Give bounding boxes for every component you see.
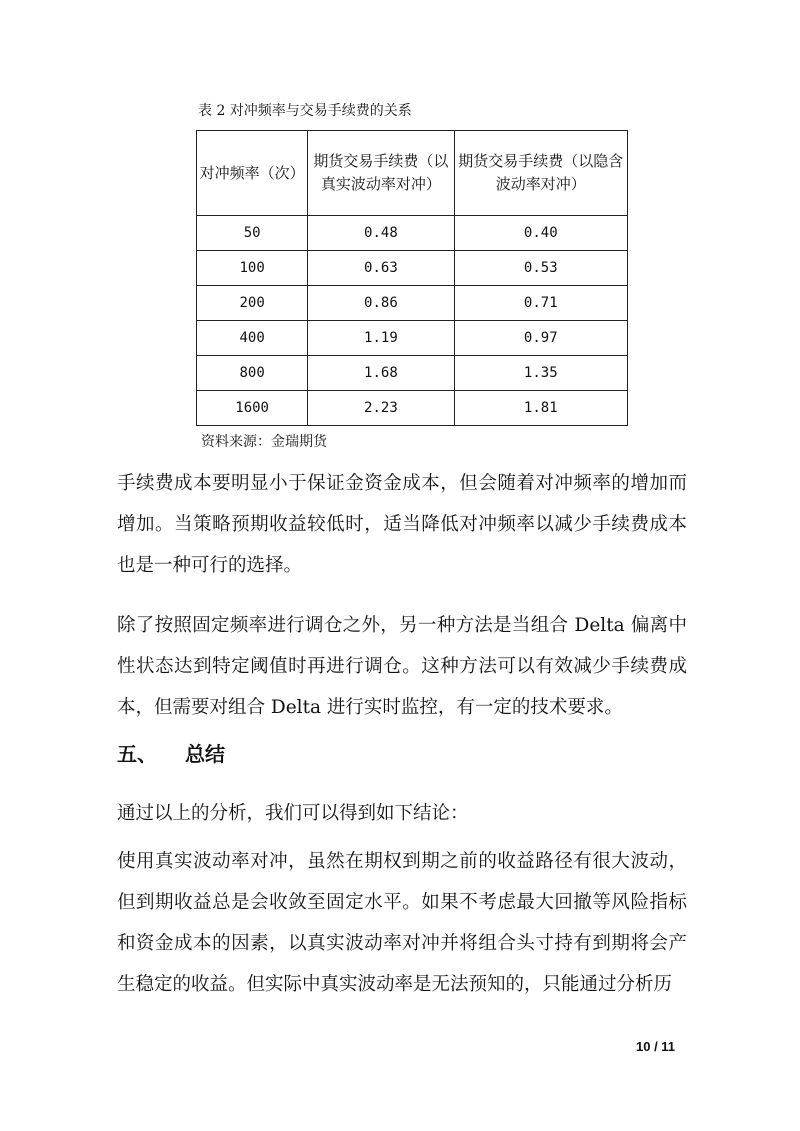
paragraph-conclusion-intro: 通过以上的分析，我们可以得到如下结论： — [117, 803, 469, 824]
cell-frequency: 100 — [197, 251, 308, 286]
table-row — [197, 356, 628, 391]
paragraph-delta-threshold: 除了按照固定频率进行调仓之外，另一种方法是当组合 Delta 偏离中性状态达到特定阈值时再进行调仓。这种方法可以有效减少手续费成本，但需要对组合 Delta 进行实时监控，有一定的技术要求。 — [117, 615, 687, 718]
cell-real-fee: 1.19 — [308, 321, 454, 356]
header-real-vol-fee: 期货交易手续费（以真实波动率对冲） — [308, 131, 454, 216]
cell-real-fee: 0.48 — [308, 216, 454, 251]
section-heading — [117, 738, 225, 767]
page-number: 10 / 11 — [636, 1039, 676, 1054]
cell-implied-fee: 0.71 — [454, 286, 627, 321]
table-source: 资料来源：金瑞期货 — [201, 434, 327, 450]
table-row — [197, 321, 628, 356]
cell-real-fee: 0.63 — [308, 251, 454, 286]
fee-table — [196, 130, 628, 426]
cell-implied-fee: 1.35 — [454, 356, 627, 391]
header-frequency: 对冲频率（次） — [197, 131, 308, 216]
cell-real-fee: 2.23 — [308, 391, 454, 426]
cell-implied-fee: 1.81 — [454, 391, 627, 426]
cell-frequency: 200 — [197, 286, 308, 321]
table-caption: 表 2 对冲频率与交易手续费的关系 — [198, 103, 412, 119]
section-title: 总结 — [185, 742, 225, 766]
cell-frequency: 800 — [197, 356, 308, 391]
cell-frequency: 50 — [197, 216, 308, 251]
cell-implied-fee: 0.40 — [454, 216, 627, 251]
cell-implied-fee: 0.97 — [454, 321, 627, 356]
cell-real-fee: 1.68 — [308, 356, 454, 391]
paragraph-fee-cost: 手续费成本要明显小于保证金资金成本，但会随着对冲频率的增加而增加。当策略预期收益较低时，适当降低对冲频率以减少手续费成本也是一种可行的选择。 — [117, 473, 687, 576]
cell-frequency: 1600 — [197, 391, 308, 426]
cell-real-fee: 0.86 — [308, 286, 454, 321]
table-row — [197, 251, 628, 286]
table-header-row — [197, 131, 628, 216]
section-number: 五、 — [117, 742, 157, 766]
header-implied-vol-fee: 期货交易手续费（以隐含波动率对冲） — [454, 131, 627, 216]
paragraph-conclusion: 使用真实波动率对冲，虽然在期权到期之前的收益路径有很大波动，但到期收益总是会收敛至固定水平。如果不考虑最大回撤等风险指标和资金成本的因素，以真实波动率对冲并将组合头寸持有到期将会产生稳定的收益。但实际中真实波动率是无法预知的，只能通过分析历 — [117, 851, 687, 995]
table-row — [197, 216, 628, 251]
cell-implied-fee: 0.53 — [454, 251, 627, 286]
cell-frequency: 400 — [197, 321, 308, 356]
table-row — [197, 286, 628, 321]
table-row — [197, 391, 628, 426]
